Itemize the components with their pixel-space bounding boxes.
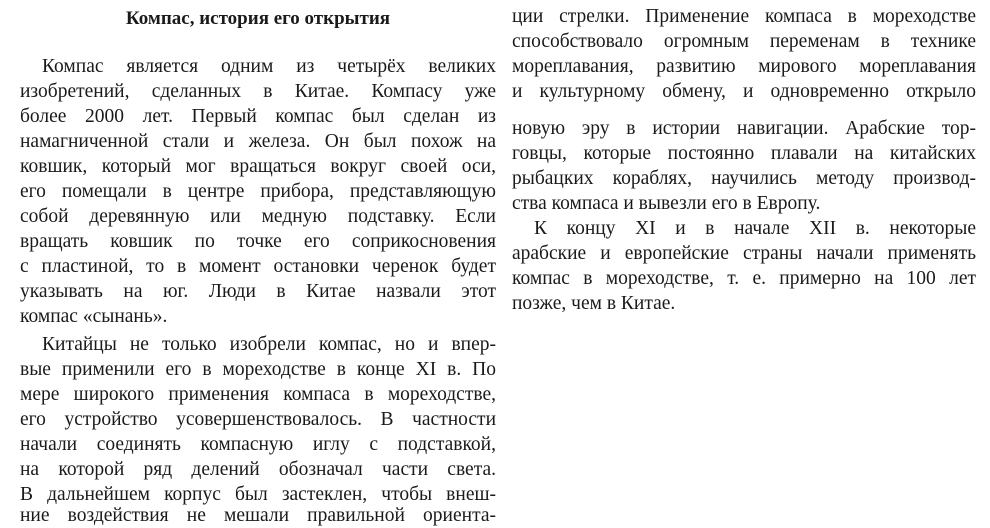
text-line: изобретений, сделанных в Китае. Компасу уже — [20, 81, 496, 102]
text-line: его помещали в центре прибора, представляющую — [20, 181, 496, 202]
text-line: рыбацких кораблях, научились методу производ- — [512, 168, 976, 189]
text-line: на которой ряд делений обозначал части света. — [20, 459, 496, 480]
text-line: В дальнейшем корпус был застеклен, чтобы внеш- — [20, 484, 496, 505]
text-line: собой деревянную или медную подставку. Если — [20, 206, 496, 227]
text-line: указывать на юг. Люди в Китае назвали этот — [20, 281, 496, 302]
text-line: с пластиной, то в момент остановки черенок будет — [20, 256, 496, 277]
text-line: компас «сынань». — [20, 306, 168, 327]
text-line: Компас является одним из четырёх великих — [42, 56, 496, 77]
text-line: и культурному обмену, и одновременно открыло — [512, 81, 976, 102]
text-line: ства компаса и вывезли его в Европу. — [512, 193, 821, 214]
text-line: ние воздействия не мешали правильной ориента- — [20, 505, 496, 526]
text-line: вые применили его в мореходстве в конце XI в. По — [20, 359, 496, 380]
text-line: ции стрелки. Применение компаса в мореходстве — [512, 6, 976, 27]
text-line: более 2000 лет. Первый компас был сделан из — [20, 106, 496, 127]
text-line: намагниченной стали и железа. Он был похож на — [20, 131, 496, 152]
text-line: новую эру в истории навигации. Арабские тор- — [512, 118, 976, 139]
text-line: мере широкого применения компаса в мореходстве, — [20, 384, 496, 405]
text-line: позже, чем в Китае. — [512, 293, 676, 314]
text-line: начали соединять компасную иглу с подставкой, — [20, 434, 496, 455]
text-line: его устройство усовершенствовалось. В частности — [20, 409, 496, 430]
text-line: способствовало огромным переменам в технике — [512, 31, 976, 52]
article-title: Компас, история его открытия — [125, 8, 391, 29]
text-line: арабские и европейские страны начали применять — [512, 243, 976, 264]
text-line: мореплавания, развитию мирового мореплавания — [512, 56, 976, 77]
text-line: вращать ковшик по точке его соприкосновения — [20, 231, 496, 252]
text-line: К концу XI и в начале XII в. некоторые — [534, 218, 976, 239]
text-line: Китайцы не только изобрели компас, но и впер- — [42, 334, 496, 355]
text-line: компас в мореходстве, т. е. примерно на 100 лет — [512, 268, 976, 289]
text-line: ковшик, который мог вращаться вокруг своей оси, — [20, 156, 496, 177]
text-line: говцы, которые постоянно плавали на китайских — [512, 143, 976, 164]
